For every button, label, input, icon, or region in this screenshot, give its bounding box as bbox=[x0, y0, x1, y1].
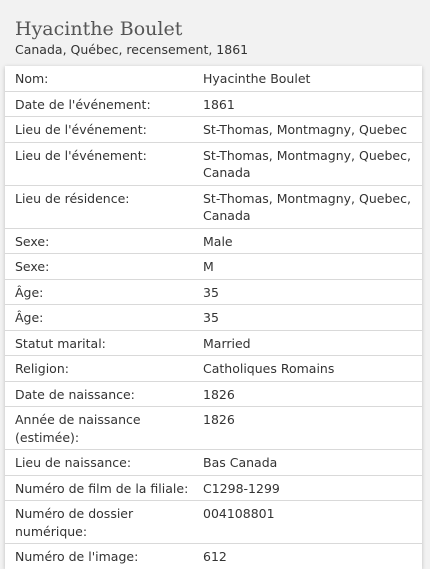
table-row bbox=[5, 304, 422, 330]
table-row bbox=[5, 543, 422, 569]
row-value: C1298-1299 bbox=[203, 480, 280, 496]
row-value: 1826 bbox=[203, 412, 235, 427]
row-value: Male bbox=[203, 233, 233, 249]
table-row bbox=[5, 500, 422, 543]
row-value: M bbox=[203, 259, 214, 274]
row-label: Sexe: bbox=[15, 233, 50, 249]
table-row bbox=[5, 449, 422, 475]
row-value: 1861 bbox=[203, 96, 235, 112]
row-value: St-Thomas, Montmagny, Quebec bbox=[203, 122, 407, 137]
row-label: Lieu de l'événement: bbox=[15, 122, 147, 137]
table-row bbox=[5, 228, 422, 254]
page-title: Hyacinthe Boulet bbox=[15, 18, 183, 40]
table-row bbox=[5, 185, 422, 228]
table-row bbox=[5, 406, 422, 449]
row-label: Lieu de résidence: bbox=[15, 190, 130, 206]
row-value: 35 bbox=[203, 310, 219, 325]
table-row bbox=[5, 142, 422, 185]
row-value: 35 bbox=[203, 284, 219, 300]
row-value: Married bbox=[203, 335, 251, 351]
record-details-table bbox=[5, 66, 422, 569]
row-value: 612 bbox=[203, 549, 227, 564]
row-value: Bas Canada bbox=[203, 455, 278, 470]
row-label: Âge: bbox=[15, 284, 44, 300]
row-label: Numéro de dossier numérique: bbox=[15, 506, 134, 539]
row-value: St-Thomas, Montmagny, Quebec, Canada bbox=[203, 190, 411, 223]
row-label: Date de naissance: bbox=[15, 386, 135, 402]
row-label: Sexe: bbox=[15, 259, 50, 274]
row-label: Date de l'événement: bbox=[15, 96, 151, 112]
row-label: Religion: bbox=[15, 361, 69, 376]
row-label: Statut marital: bbox=[15, 335, 106, 351]
table-row bbox=[5, 91, 422, 117]
collection-subtitle: Canada, Québec, recensement, 1861 bbox=[15, 42, 249, 57]
table-row bbox=[5, 66, 422, 91]
row-label: Âge: bbox=[15, 310, 44, 325]
row-label: Numéro de film de la filiale: bbox=[15, 480, 189, 496]
table-row bbox=[5, 279, 422, 305]
row-value: 004108801 bbox=[203, 506, 275, 521]
table-row bbox=[5, 355, 422, 381]
row-value: St-Thomas, Montmagny, Quebec, Canada bbox=[203, 147, 411, 180]
table-row bbox=[5, 381, 422, 407]
row-label: Numéro de l'image: bbox=[15, 549, 139, 564]
table-row bbox=[5, 475, 422, 501]
row-label: Lieu de l'événement: bbox=[15, 147, 147, 163]
row-label: Nom: bbox=[15, 71, 49, 86]
table-row bbox=[5, 253, 422, 279]
table-row bbox=[5, 116, 422, 142]
row-label: Année de naissance (estimée): bbox=[15, 412, 141, 445]
table-row bbox=[5, 330, 422, 356]
record-header bbox=[15, 18, 420, 58]
row-value: Catholiques Romains bbox=[203, 361, 335, 376]
row-value: Hyacinthe Boulet bbox=[203, 71, 311, 86]
row-value: 1826 bbox=[203, 386, 235, 402]
row-label: Lieu de naissance: bbox=[15, 455, 132, 470]
